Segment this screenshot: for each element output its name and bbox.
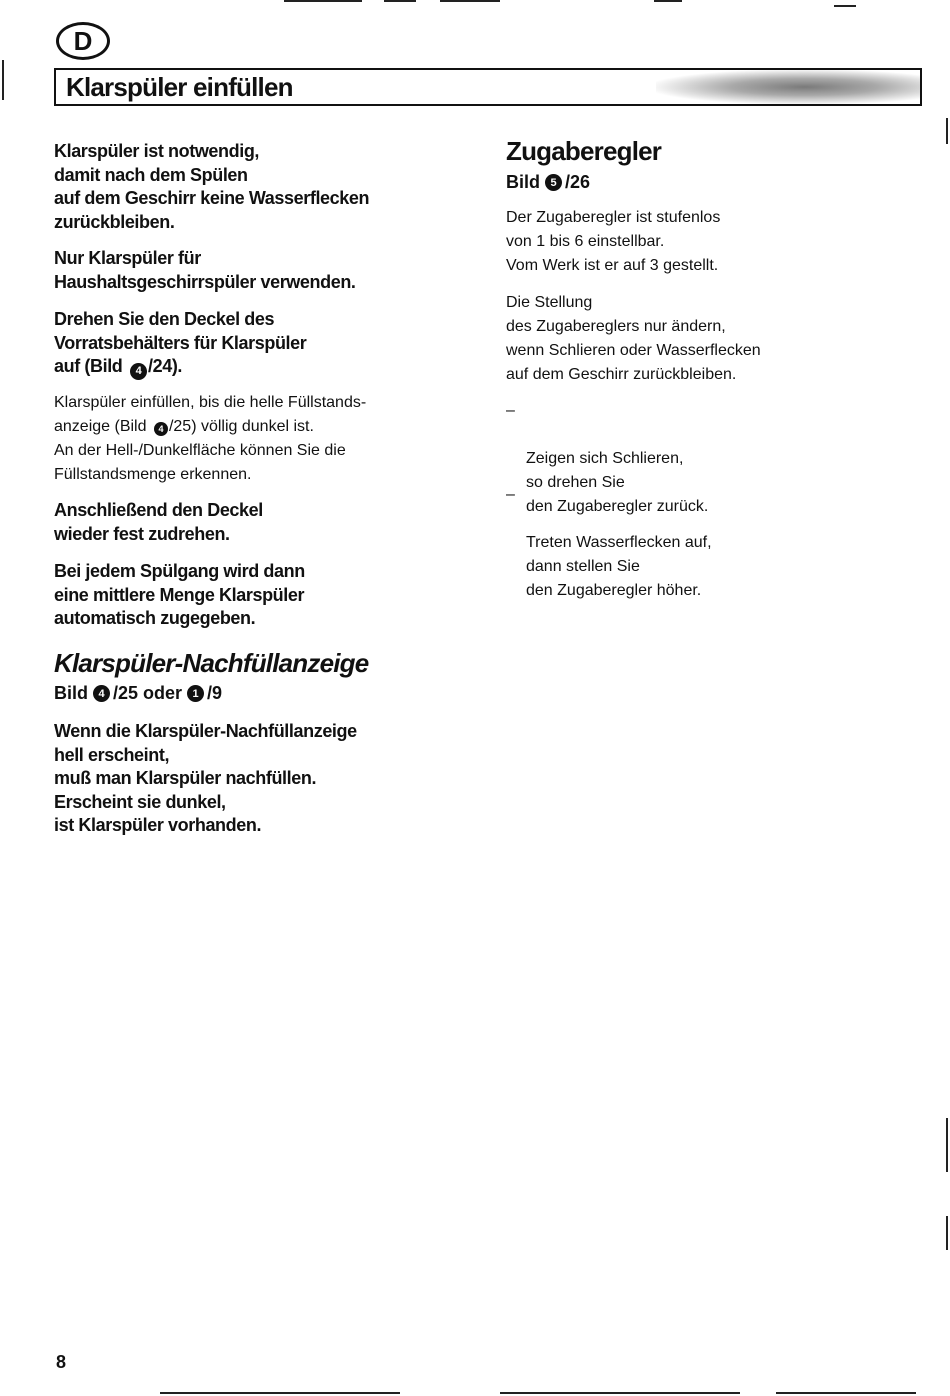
left-column [54, 499, 464, 546]
intro-paragraph: Klarspüler ist notwendig, damit nach dem Spülen auf dem Geschirr keine Wasserflecken zurückbleiben. [54, 141, 370, 232]
figure-reference-text: /9 [207, 683, 223, 703]
close-lid-instruction: Anschließend den Deckel wieder fest zudrehen. [54, 500, 263, 544]
instruction-text: /25) völlig dunkel ist. An der Hell-/Dunkelfläche können Sie die Füllstandsmenge erkennen. [54, 418, 346, 483]
figure-reference [54, 683, 464, 704]
country-badge [56, 22, 110, 60]
figure-number-badge: 5 [545, 174, 562, 191]
figure-number-badge: 1 [187, 685, 204, 702]
scan-artifact-top [284, 0, 362, 2]
left-column [54, 683, 464, 704]
page-title: Klarspüler einfüllen [66, 72, 293, 102]
list-item [506, 483, 916, 603]
open-lid-instruction [54, 308, 464, 380]
left-column [54, 247, 464, 294]
right-column [506, 483, 916, 603]
instruction-text: Drehen Sie den Deckel des Vorratsbehälters für Klarspüler auf (Bild [54, 309, 307, 376]
instruction-text: Klarspüler einfüllen, bis die helle Füllstands- anzeige (Bild [54, 394, 367, 435]
figure-number-badge: 4 [154, 422, 168, 436]
country-badge-label: D [73, 26, 93, 56]
scan-artifact-right [946, 1216, 948, 1250]
right-column [506, 172, 916, 193]
figure-number-badge: 4 [130, 363, 147, 380]
list-item-text: Treten Wasserflecken auf, dann stellen Sie den Zugaberegler höher. [526, 534, 712, 599]
section-heading-dosage-regulator: Zugaberegler [506, 136, 662, 166]
list-item-text: Zeigen sich Schlieren, so drehen Sie den Zugaberegler zurück. [526, 450, 709, 515]
regulator-adjust-text: Die Stellung des Zugabereglers nur ändern, wenn Schlieren oder Wasserflecken auf dem Geschirr zurückbleiben. [506, 294, 761, 383]
list-dash: – [506, 486, 515, 503]
right-column [506, 136, 916, 167]
scan-artifact-bottom [776, 1392, 916, 1394]
left-column [54, 720, 464, 838]
section-title-bar [54, 68, 922, 106]
figure-reference-text: Bild [54, 683, 88, 703]
regulator-range-text: Der Zugaberegler ist stufenlos von 1 bis 6 einstellbar. Vom Werk ist er auf 3 gestellt. [506, 209, 721, 274]
figure-reference [506, 172, 916, 193]
figure-reference-text: /25 oder [113, 683, 183, 703]
scan-artifact-right [946, 1118, 948, 1172]
dosing-note: Bei jedem Spülgang wird dann eine mittlere Menge Klarspüler automatisch zugegeben. [54, 561, 305, 628]
figure-reference-text: /26 [565, 172, 591, 192]
instruction-text: /24). [148, 356, 183, 376]
page-number: 8 [56, 1352, 67, 1372]
scan-artifact-top [654, 0, 682, 2]
left-column [54, 560, 464, 631]
section-heading-refill-indicator: Klarspüler-Nachfüllanzeige [54, 648, 369, 678]
scan-artifact-bottom [160, 1392, 400, 1394]
scan-artifact-top [834, 5, 856, 7]
right-column [506, 206, 916, 278]
refill-indicator-explanation: Wenn die Klarspüler-Nachfüllanzeige hell erscheint, muß man Klarspüler nachfüllen. Erscheint sie dunkel, ist Klarspüler vorhanden. [54, 721, 357, 835]
usage-note: Nur Klarspüler für Haushaltsgeschirrspüler verwenden. [54, 248, 356, 292]
scan-artifact-right [946, 118, 948, 144]
title-bar-shading [656, 70, 922, 104]
scan-artifact-top [384, 0, 416, 2]
scan-artifact-bottom [500, 1392, 740, 1394]
figure-number-badge: 4 [93, 685, 110, 702]
scan-artifact-left [2, 60, 4, 100]
list-dash: – [506, 402, 515, 419]
left-column [54, 140, 464, 234]
right-column [506, 291, 916, 387]
left-column [54, 391, 474, 487]
figure-reference-text: Bild [506, 172, 540, 192]
left-column [54, 648, 464, 679]
left-column [54, 308, 464, 380]
scan-artifact-top [440, 0, 500, 2]
fill-instruction [54, 391, 474, 487]
